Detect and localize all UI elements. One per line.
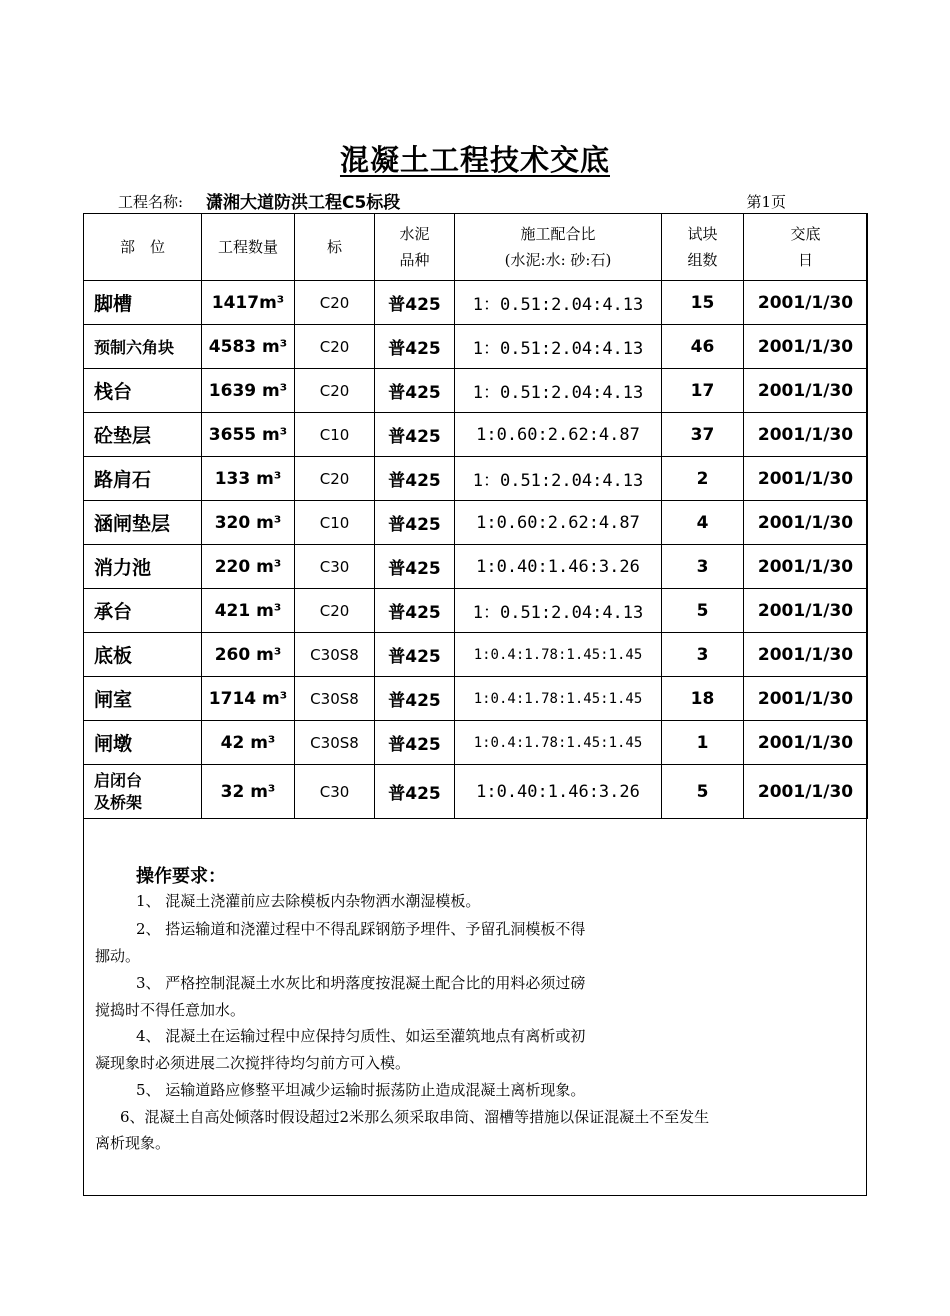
cell-mix: 1：0.51:2.04:4.13: [455, 589, 662, 633]
header-mix-line2: (水泥:水: 砂:石): [504, 251, 612, 269]
cell-part: 消力池: [84, 545, 202, 589]
table-row: [84, 545, 868, 589]
cell-part-line2: 及桥架: [94, 792, 143, 812]
table-row: [84, 325, 868, 369]
cell-mix: 1：0.51:2.04:4.13: [455, 281, 662, 325]
requirement-line: 凝现象时必须进展二次搅拌待均匀前方可入模。: [95, 1054, 411, 1072]
cell-cement: 普425: [375, 633, 455, 677]
cell-grade: C30: [295, 545, 375, 589]
cell-part: 栈台: [84, 369, 202, 413]
cell-cement: 普425: [375, 589, 455, 633]
document-meta: [118, 188, 786, 212]
header-groups-line2: 组数: [687, 251, 718, 269]
cell-date: 2001/1/30: [744, 545, 868, 589]
header-mix: [455, 214, 662, 281]
cell-cement: 普425: [375, 765, 455, 819]
table-row: [84, 765, 868, 819]
cell-mix: 1：0.51:2.04:4.13: [455, 369, 662, 413]
requirement-line: 6、混凝土自高处倾落时假设超过2米那么须采取串筒、溜槽等措施以保证混凝土不至发生: [120, 1108, 710, 1126]
cell-date: 2001/1/30: [744, 325, 868, 369]
header-quantity: 工程数量: [202, 214, 295, 281]
cell-cement: 普425: [375, 413, 455, 457]
cell-quantity: 1714 m³: [202, 677, 295, 721]
header-date: [744, 214, 868, 281]
cell-date: 2001/1/30: [744, 369, 868, 413]
cell-grade: C20: [295, 281, 375, 325]
cell-grade: C10: [295, 501, 375, 545]
cell-quantity: 1639 m³: [202, 369, 295, 413]
cell-quantity: 220 m³: [202, 545, 295, 589]
cell-date: 2001/1/30: [744, 457, 868, 501]
cell-cement: 普425: [375, 457, 455, 501]
table-row: [84, 501, 868, 545]
cell-mix: 1:0.40:1.46:3.26: [455, 765, 662, 819]
cell-mix: 1:0.60:2.62:4.87: [455, 413, 662, 457]
cell-quantity: 3655 m³: [202, 413, 295, 457]
table-row: [84, 413, 868, 457]
cell-part: 砼垫层: [84, 413, 202, 457]
cell-part: [84, 765, 202, 819]
cell-groups: 4: [662, 501, 744, 545]
document-title: 混凝土工程技术交底: [339, 143, 610, 177]
cell-cement: 普425: [375, 369, 455, 413]
cell-part: 预制六角块: [84, 325, 202, 369]
requirement-line: 5、 运输道路应修整平坦减少运输时振荡防止造成混凝土离析现象。: [136, 1081, 586, 1099]
cell-part: 底板: [84, 633, 202, 677]
cell-groups: 2: [662, 457, 744, 501]
cell-mix: 1：0.51:2.04:4.13: [455, 457, 662, 501]
cell-part: 承台: [84, 589, 202, 633]
cell-date: 2001/1/30: [744, 677, 868, 721]
cell-part: 路肩石: [84, 457, 202, 501]
cell-mix: 1:0.4:1.78:1.45:1.45: [455, 633, 662, 677]
table-row: [84, 721, 868, 765]
cell-cement: 普425: [375, 677, 455, 721]
page-number: 第1页: [746, 193, 786, 211]
table-row: [84, 281, 868, 325]
cell-groups: 18: [662, 677, 744, 721]
project-label: 工程名称:: [118, 193, 184, 211]
table-header-row: [84, 214, 868, 281]
cell-grade: C30S8: [295, 721, 375, 765]
cell-grade: C30S8: [295, 677, 375, 721]
cell-cement: 普425: [375, 501, 455, 545]
header-cement-line1: 水泥: [399, 225, 430, 243]
header-groups-line1: 试块: [687, 225, 718, 243]
table-row: [84, 369, 868, 413]
cell-cement: 普425: [375, 721, 455, 765]
project-name: 潇湘大道防洪工程C5标段: [206, 193, 401, 213]
cell-groups: 5: [662, 589, 744, 633]
cell-quantity: 133 m³: [202, 457, 295, 501]
cell-quantity: 42 m³: [202, 721, 295, 765]
cell-mix: 1:0.40:1.46:3.26: [455, 545, 662, 589]
cell-date: 2001/1/30: [744, 281, 868, 325]
cell-grade: C20: [295, 457, 375, 501]
cell-mix: 1：0.51:2.04:4.13: [455, 325, 662, 369]
cell-mix: 1:0.4:1.78:1.45:1.45: [455, 721, 662, 765]
cell-quantity: 260 m³: [202, 633, 295, 677]
header-groups: [662, 214, 744, 281]
cell-grade: C10: [295, 413, 375, 457]
table-row: [84, 457, 868, 501]
requirement-line: 2、 搭运输道和浇灌过程中不得乱踩钢筋予埋件、予留孔洞模板不得: [136, 920, 586, 938]
cell-cement: 普425: [375, 325, 455, 369]
cell-quantity: 1417m³: [202, 281, 295, 325]
requirements-title: 操作要求：: [136, 866, 226, 887]
cell-grade: C20: [295, 325, 375, 369]
cell-cement: 普425: [375, 545, 455, 589]
cell-part: 闸墩: [84, 721, 202, 765]
cell-groups: 15: [662, 281, 744, 325]
cell-date: 2001/1/30: [744, 589, 868, 633]
cell-grade: C20: [295, 369, 375, 413]
cell-date: 2001/1/30: [744, 765, 868, 819]
cell-quantity: 32 m³: [202, 765, 295, 819]
requirement-line: 搅捣时不得任意加水。: [95, 1001, 246, 1019]
cell-part: 脚槽: [84, 281, 202, 325]
cell-groups: 46: [662, 325, 744, 369]
concrete-table: [83, 213, 868, 819]
cell-part-line1: 启闭台: [94, 770, 143, 790]
table-row: [84, 677, 868, 721]
cell-quantity: 320 m³: [202, 501, 295, 545]
cell-groups: 3: [662, 545, 744, 589]
requirement-line: 离析现象。: [95, 1134, 171, 1152]
cell-cement: 普425: [375, 281, 455, 325]
cell-quantity: 421 m³: [202, 589, 295, 633]
requirement-line: 4、 混凝土在运输过程中应保持匀质性、如运至灌筑地点有离析或初: [136, 1027, 586, 1045]
cell-grade: C30S8: [295, 633, 375, 677]
cell-mix: 1:0.60:2.62:4.87: [455, 501, 662, 545]
header-mix-line1: 施工配合比: [520, 225, 596, 243]
cell-date: 2001/1/30: [744, 721, 868, 765]
header-cement-line2: 品种: [399, 251, 430, 269]
cell-groups: 1: [662, 721, 744, 765]
cell-grade: C30: [295, 765, 375, 819]
cell-mix: 1:0.4:1.78:1.45:1.45: [455, 677, 662, 721]
requirement-line: 挪动。: [95, 947, 141, 965]
cell-part: 涵闸垫层: [84, 501, 202, 545]
cell-groups: 17: [662, 369, 744, 413]
header-part: 部 位: [84, 214, 202, 281]
table-row: [84, 589, 868, 633]
cell-groups: 3: [662, 633, 744, 677]
requirement-line: 3、 严格控制混凝土水灰比和坍落度按混凝土配合比的用料必须过磅: [136, 974, 586, 992]
header-cement: [375, 214, 455, 281]
cell-date: 2001/1/30: [744, 501, 868, 545]
cell-groups: 5: [662, 765, 744, 819]
header-date-line2: 日: [797, 251, 813, 269]
cell-quantity: 4583 m³: [202, 325, 295, 369]
requirement-line: 1、 混凝土浇灌前应去除模板内杂物洒水潮湿模板。: [136, 892, 481, 910]
cell-grade: C20: [295, 589, 375, 633]
cell-date: 2001/1/30: [744, 633, 868, 677]
header-grade: 标: [295, 214, 375, 281]
cell-part: 闸室: [84, 677, 202, 721]
cell-groups: 37: [662, 413, 744, 457]
cell-date: 2001/1/30: [744, 413, 868, 457]
table-row: [84, 633, 868, 677]
header-date-line1: 交底: [790, 225, 821, 243]
